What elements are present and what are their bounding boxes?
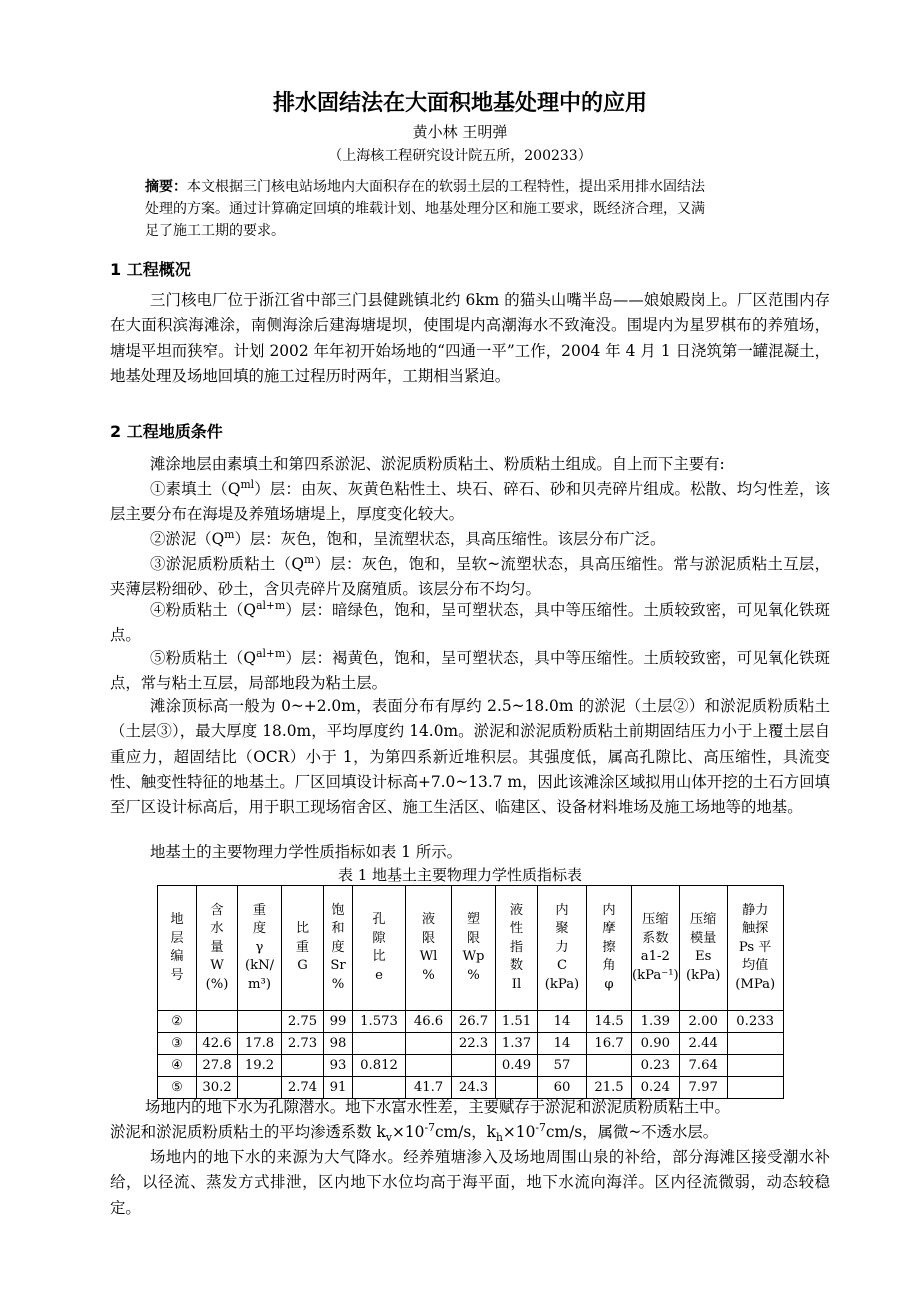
header-unit-weight: 重 度 γ (kN/ m³) xyxy=(238,886,282,1011)
layer-2-description: ②淤泥$(Q^m)$层：灰色，饱和，呈流塑状态，具高压缩性。该层分布广泛。 xyxy=(150,527,666,548)
abstract-label: 摘要： xyxy=(145,179,187,195)
layer-4-description: ④粉质粘土$(Q^{al+m})$层：暗绿色，饱和，呈可塑状态，具中等压缩性。土质较致密，可见氧化铁斑点。 xyxy=(110,598,830,645)
header-void-ratio: 孔 隙 比 e xyxy=(353,886,406,1011)
section-1-heading: 1 工程概况 xyxy=(110,260,191,279)
header-liquid-limit: 液 限 Wl % xyxy=(406,886,452,1011)
table-row: ④ 27.8 19.2 93 0.812 0.49 57 0.23 7.64 xyxy=(158,1055,784,1077)
header-cone-penetration: 静力 触探 Ps 平 均值 (MPa) xyxy=(727,886,783,1011)
affiliation: （上海核工程研究设计院五所，200233） xyxy=(328,148,592,164)
header-water-content: 含 水 量 W (%) xyxy=(197,886,238,1011)
abstract-line-1: 摘要：本文根据三门核电站场地内大面积存在的软弱土层的工程特性，提出采用排水固结法 xyxy=(145,179,705,195)
abstract xyxy=(145,176,825,242)
table-row: ⑤ 30.2 2.74 91 41.7 24.3 60 21.5 0.24 7.97 xyxy=(158,1077,784,1099)
layer-3-description: ③淤泥质粉质粘土$(Q^m)$层：灰色，饱和，呈软~流塑状态，具高压缩性。常与淤泥质粘土互层，夹薄层粉细砂、砂土，含贝壳碎片及腐殖质。该层分布不均匀。 xyxy=(110,552,830,599)
groundwater-paragraph: 场地内的地下水的来源为大气降水。经养殖塘渗入及场地周围山泉的补给，部分海滩区接受潮水补给，以径流、蒸发方式排泄，区内地下水位均高于海平面，地下水流向海洋。区内径流微弱，动态较稳定。 xyxy=(110,1148,830,1217)
section-1-paragraph: 三门核电厂位于浙江省中部三门县健跳镇北约 6km 的猫头山嘴半岛——娘娘殿岗上。厂区范围内存在大面积滨海滩涂，南侧海涂后建海塘堤坝，使围堤内高潮海水不致淹没。围堤内为星罗棋布的养殖场，塘堤平坦而狭窄。计划 2002 年年初开始场地的“四通一平”工作，2004 年 4 月 1 日浇筑第一罐混凝土，地基处理及场地回填的施工过程历时两年，工期相当紧迫。 xyxy=(110,291,830,385)
soil-properties-table xyxy=(157,885,784,1099)
header-friction-angle: 内 摩 擦 角 φ xyxy=(587,886,632,1011)
table-row: ③ 42.6 17.8 2.73 98 22.3 1.37 14 16.7 0.90 2.44 xyxy=(158,1033,784,1055)
section-2-paragraph: 滩涂顶标高一般为 0~+2.0m，表面分布有厚约 2.5~18.0m 的淤泥（土层②）和淤泥质粉质粘土（土层③），最大厚度 18.0m，平均厚度约 14.0m。淤泥和淤泥质粉质粘土前期固结压力小于上覆土层自重应力，超固结比（OCR）小于 1，为第四系新近堆积层。其强度低，属高孔隙比、高压缩性，具流变性、触变性特征的地基土。厂区回填设计标高+7.0~13.7 m，因此该滩涂区域拟用山体开挖的土石方回填至厂区设计标高后，用于职工现场宿舍区、施工生活区、临建区、设备材料堆场及施工场地等的地基。 xyxy=(110,697,830,817)
table-caption: 表 1 地基土主要物理力学性质指标表 xyxy=(337,866,583,884)
header-compression-modulus: 压缩 模量 Es (kPa) xyxy=(679,886,727,1011)
abstract-line-3: 足了施工工期的要求。 xyxy=(145,223,285,239)
paper-title: 排水固结法在大面积地基处理中的应用 xyxy=(272,91,647,116)
section-2-intro: 滩涂地层由素填土和第四系淤泥、淤泥质粉质粘土、粉质粘土组成。自上而下主要有: xyxy=(150,455,725,473)
header-liquidity-index: 液 性 指 数 Il xyxy=(496,886,538,1011)
header-cohesion: 内 聚 力 C (kPa) xyxy=(538,886,587,1011)
layer-5-description: ⑤粉质粘土$(Q^{al+m})$层：褐黄色，饱和，呈可塑状态，具中等压缩性。土质较致密，可见氧化铁斑点，常与粘土互层，局部地段为粘土层。 xyxy=(110,646,830,693)
header-layer-number: 地 层 编 号 xyxy=(158,886,197,1011)
groundwater-line-1: 场地内的地下水为孔隙潜水。地下水富水性差，主要赋存于淤泥和淤泥质粉质粘土中。 xyxy=(145,1098,730,1116)
table-intro: 地基土的主要物理力学性质指标如表 1 所示。 xyxy=(150,843,463,861)
table-header-row xyxy=(158,886,784,1011)
section-2-heading: 2 工程地质条件 xyxy=(110,422,223,441)
abstract-line-2: 处理的方案。通过计算确定回填的堆载计划、地基处理分区和施工要求，既经济合理，又满 xyxy=(145,201,705,217)
groundwater-line-2: 淤泥和淤泥质粉质粘土的平均渗透系数 $k_v\times 10^{-7}cm/s$，$k_h\times 10^{-7}cm/s$，属微~不透水层。 xyxy=(110,1120,719,1145)
header-specific-gravity: 比 重 G xyxy=(282,886,324,1011)
authors: 黄小林 王明弹 xyxy=(412,123,508,141)
header-plastic-limit: 塑 限 Wp % xyxy=(452,886,496,1011)
layer-1-description: ①素填土$(Q^{ml})$层：由灰、灰黄色粘性土、块石、碎石、砂和贝壳碎片组成。松散、均匀性差，该层主要分布在海堤及养殖场塘堤上，厚度变化较大。 xyxy=(110,477,830,524)
table-row: ② 2.75 99 1.573 46.6 26.7 1.51 14 14.5 1.39 2.00 0.233 xyxy=(158,1011,784,1033)
header-compression-coefficient: 压缩 系数 a1-2 (kPa⁻¹) xyxy=(632,886,680,1011)
header-saturation: 饱 和 度 Sr % xyxy=(324,886,353,1011)
